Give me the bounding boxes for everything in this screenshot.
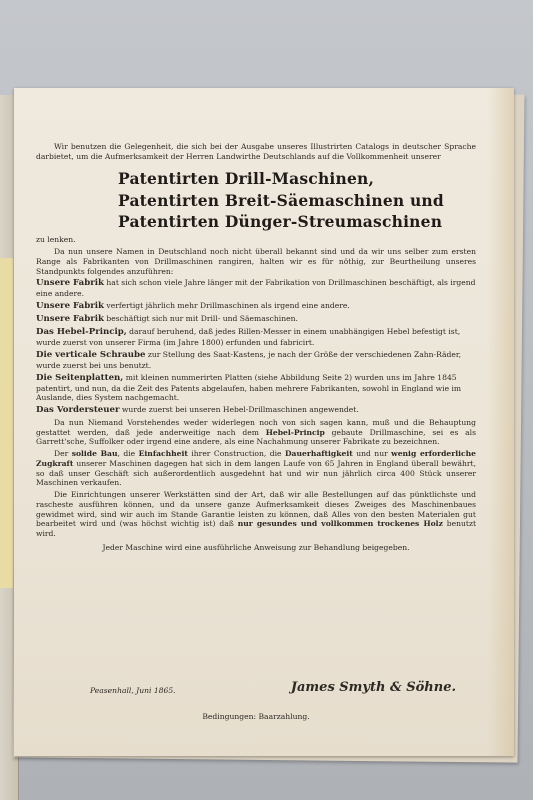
claim-text: darauf beruhend, daß jedes Rillen-Messer in einem unabhängigen Hebel befestigt ist, wurde zuerst von unserer Firma (im Jahre 1800) erfunden und fabricirt. [36, 327, 461, 348]
claim-text: beschäftigt sich nur mit Drill- und Säemaschinen. [104, 314, 298, 324]
construction-bold: Einfachheit [138, 449, 188, 459]
construction-text: ihrer Construction, die [187, 449, 285, 459]
document-body [36, 142, 476, 554]
workshop-text: benutzt wird. [36, 519, 476, 538]
claim-item [36, 373, 476, 403]
footer [36, 680, 476, 700]
claim-text: zur Stellung des Saat-Kastens, je nach der Größe der verschiedenen Zahn-Räder, wurde zuerst bei uns benutzt. [36, 349, 462, 370]
claim-lead: Unsere Fabrik [36, 314, 104, 325]
heading-drill-machines: Patentirten Drill-Maschinen, [118, 169, 375, 189]
claim-lead: Unsere Fabrik [36, 278, 104, 289]
heading-broadcast-seeders: Patentirten Breit-Säemaschinen und [118, 190, 444, 210]
imitation-text-a: Da nun Niemand Vorstehendes weder widerlegen noch von sich sagen kann, muß und die Behauptung gestattet werden, daß jede anderweitige nach dem [36, 418, 476, 437]
instructions-line: Jeder Maschine wird eine ausführliche Anweisung zur Behandlung beigegeben. [102, 542, 410, 552]
imitation-text-b: gebaute Drillmaschine, sei es als Garrett'sche, Suffolker oder irgend eine andere, als eine Nachahmung unserer Fabrikate zu bezeichnen. [36, 427, 476, 447]
paper-stain [488, 88, 514, 756]
claim-text: mit kleinen nummerirten Platten (siehe Abbildung Seite 2) wurden uns im Jahre 1845 patentirt, und nun, da die Zeit des Patents abgelaufen, haben mehrere Fabrikanten, sowohl in England wie im Auslande, dies System nachgemacht. [36, 372, 462, 403]
claim-lead: Das Vordersteuer [36, 405, 120, 416]
names-paragraph: Da nun unsere Namen in Deutschland noch nicht überall bekannt sind und da wir uns selber zum ersten Range als Fabrikanten von Drillmaschinen rangiren, halten wir es für nöthig, zur Beurtheilung unseres Standpunkts folgendes anzuführen: [36, 247, 476, 276]
heading-manure-distributors: Patentirten Dünger-Streumaschinen [118, 212, 443, 232]
claim-text: verfertigt jährlich mehr Drillmaschinen als irgend eine andere. [104, 301, 350, 311]
imitation-bold: Hebel-Princip [265, 427, 325, 437]
claim-item [36, 327, 476, 348]
claim-lead: Die verticale Schraube [36, 349, 146, 360]
claim-lead: Die Seitenplatten, [36, 372, 124, 383]
company-signature: James Smyth & Söhne. [290, 680, 456, 695]
claim-item [36, 301, 476, 312]
payment-conditions: Bedingungen: Baarzahlung. [202, 712, 310, 721]
place-date: Peasenhall, Juni 1865. [90, 686, 176, 695]
construction-text: , die [117, 449, 139, 459]
intro-paragraph: Wir benutzen die Gelegenheit, die sich bei der Ausgabe unseres Illustrirten Catalogs in deutscher Sprache darbietet, um die Aufmerksamkeit der Herren Landwirthe Deutschlands auf die Vollkommenheit unserer [36, 142, 476, 161]
claim-lead: Das Hebel-Princip, [36, 327, 127, 338]
construction-bold: Dauerhaftigkeit [284, 449, 353, 459]
product-headings [36, 168, 476, 232]
imitation-paragraph [36, 418, 476, 447]
construction-text: unserer Maschinen dagegen hat sich in dem langen Laufe von 65 Jahren in England überall bewährt, so daß unser Geschäft sich außerordentlich ausgedehnt hat und wir nun jährlich circa 400 Stück unserer Maschinen verkaufen. [36, 458, 476, 488]
claim-item [36, 278, 476, 299]
claim-item [36, 350, 476, 371]
workshop-paragraph [36, 490, 476, 539]
construction-bold: solide Bau [71, 449, 118, 459]
construction-bold: wenig erforderliche Zugkraft [36, 449, 476, 468]
construction-paragraph [36, 449, 476, 488]
claim-text: hat sich schon viele Jahre länger mit der Fabrikation von Drillmaschinen beschäftigt, als irgend eine andere. [36, 278, 476, 299]
document-page [14, 88, 514, 756]
workshop-bold: nur gesundes und vollkommen trockenes Holz [237, 519, 443, 529]
workshop-text: Die Einrichtungen unserer Werkstätten sind der Art, daß wir alle Bestellungen auf das pünktlichste und rascheste ausführen können, und da unsere ganze Aufmerksamkeit dieses Zweiges des Maschinenbaues gewidmet wird, sind wir auch im Stande Garantie leisten zu können, daß Alles von den besten Materialen gut bearbeitet wird und (was höchst wichtig ist) daß [36, 490, 476, 529]
bookmark-tab [0, 258, 13, 588]
claim-item [36, 405, 476, 416]
zu-lenken-text: zu lenken. [36, 234, 76, 244]
claim-text: wurde zuerst bei unseren Hebel-Drillmaschinen angewendet. [119, 405, 359, 415]
claim-item [36, 314, 476, 325]
construction-text: Der [54, 449, 72, 459]
claim-lead: Unsere Fabrik [36, 301, 104, 312]
construction-text: und nur [352, 449, 392, 459]
